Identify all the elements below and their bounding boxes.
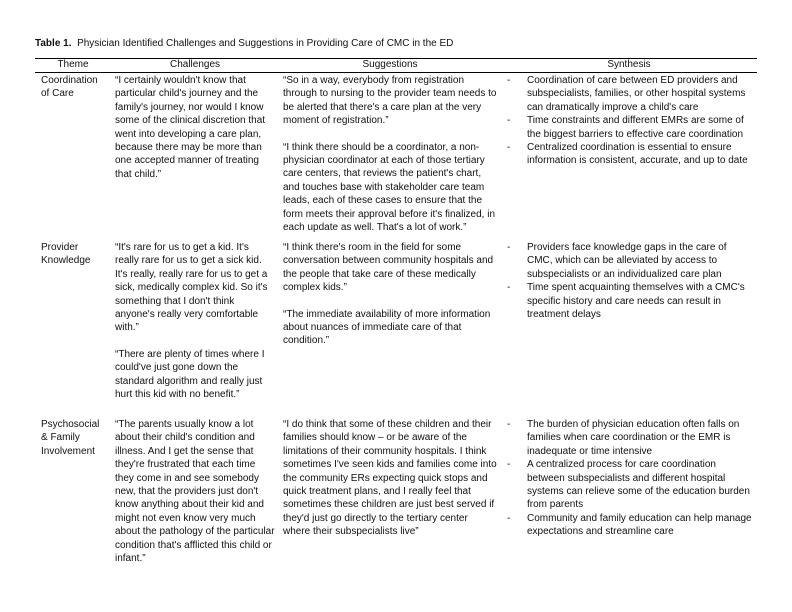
header-suggestions: Suggestions [279, 59, 501, 73]
header-synthesis: Synthesis [501, 59, 757, 73]
synthesis-item: - The burden of physician education often falls on families when care coordination or the EMR is inadequate or time intensive [505, 418, 753, 458]
synthesis-list [505, 241, 753, 321]
table-row [35, 240, 757, 417]
suggestion-quote: “I think there should be a coordinator, a non-physician coordinator at each of those tertiary care centers, that reviews the patient's chart, and touches base with stakeholder care team leads, each of these cases to ensure that the form meets their approval before it's finalized, in each update as well. That's a lot of work.” [283, 141, 496, 234]
table-label: Table 1. [35, 38, 72, 49]
synthesis-item: - Time spent acquainting themselves with a CMC's specific history and care needs can result in treatment delays [505, 281, 753, 321]
synthesis-item: - Coordination of care between ED providers and subspecialists, families, or other hospital systems can dramatically improve a child's care [505, 74, 753, 114]
theme-cell: Provider Knowledge [41, 242, 91, 267]
synthesis-cell [501, 73, 757, 241]
synthesis-item: - A centralized process for care coordination between subspecialists and different hospital systems can relieve some of the education burden from parents [505, 458, 753, 512]
suggestion-quote: “I do think that some of these children and their families should know – or be aware of the limitations of their community hospitals. I think sometimes I've seen kids and families come into the community ERs expecting quick stops and quick treatment plans, and I really feel that sometimes these children are just best served if they'd just go directly to the tertiary center where their subspecialists live” [283, 419, 497, 538]
header-theme: Theme [35, 59, 111, 73]
synthesis-item: - Centralized coordination is essential to ensure information is consistent, accurate, and up to date [505, 141, 753, 168]
table-caption-text: Physician Identified Challenges and Suggestions in Providing Care of CMC in the ED [77, 38, 454, 49]
suggestion-quote: “So in a way, everybody from registration through to nursing to the provider team needs to be alerted that there's a care plan at the very moment of registration.” [283, 75, 497, 127]
challenges-table [35, 58, 757, 565]
synthesis-list [505, 418, 753, 539]
suggestion-quote: “I think there's room in the field for some conversation between community hospitals and the people that take care of these medically complex kids.” [283, 242, 494, 294]
challenge-quote: “There are plenty of times where I could've just gone down the standard algorithm and really just hurt this kid with no benefit.” [115, 348, 265, 401]
suggestions-cell [279, 417, 501, 565]
table-caption [35, 37, 757, 50]
suggestions-cell [279, 73, 501, 241]
challenges-cell [111, 73, 279, 241]
synthesis-item: - Providers face knowledge gaps in the care of CMC, which can be alleviated by access to subspecialists or an individualized care plan [505, 241, 753, 281]
table-row [35, 417, 757, 565]
theme-cell: Coordination of Care [41, 75, 98, 100]
synthesis-cell [501, 417, 757, 565]
synthesis-item: - Time constraints and different EMRs are some of the biggest barriers to effective care coordination [505, 114, 753, 141]
challenges-cell [111, 240, 279, 417]
challenges-cell [111, 417, 279, 565]
synthesis-list [505, 74, 753, 168]
synthesis-item: - Community and family education can help manage expectations and streamline care [505, 512, 753, 539]
challenge-quote: “I certainly wouldn't know that particular child's journey and the family's journey, nor would I know some of the clinical discretion that went into developing a care plan, because there may be more than one accepted manner of treating that child.” [115, 75, 266, 180]
header-challenges: Challenges [111, 59, 279, 73]
theme-cell: Psychosocial & Family Involvement [41, 419, 100, 457]
table-row [35, 73, 757, 241]
suggestion-quote: “The immediate availability of more information about nuances of immediate care of that condition.” [283, 308, 491, 347]
synthesis-cell [501, 240, 757, 417]
document-page [35, 37, 757, 565]
header-row [35, 59, 757, 73]
suggestions-cell [279, 240, 501, 417]
challenge-quote: “It's rare for us to get a kid. It's really rare for us to get a sick kid. It's really, really rare for us to get a sick, medically complex kid. So it's something that I don't think anyone's really very comfortable with.” [115, 242, 268, 334]
challenge-quote: “The parents usually know a lot about their child's condition and illness. And I get the sense that they're frustrated that each time they come in and see somebody new, that the providers just don't know anything about their kid and might not even know very much about the pathology of the particular condition that's afflicted this child or infant.” [115, 419, 275, 565]
